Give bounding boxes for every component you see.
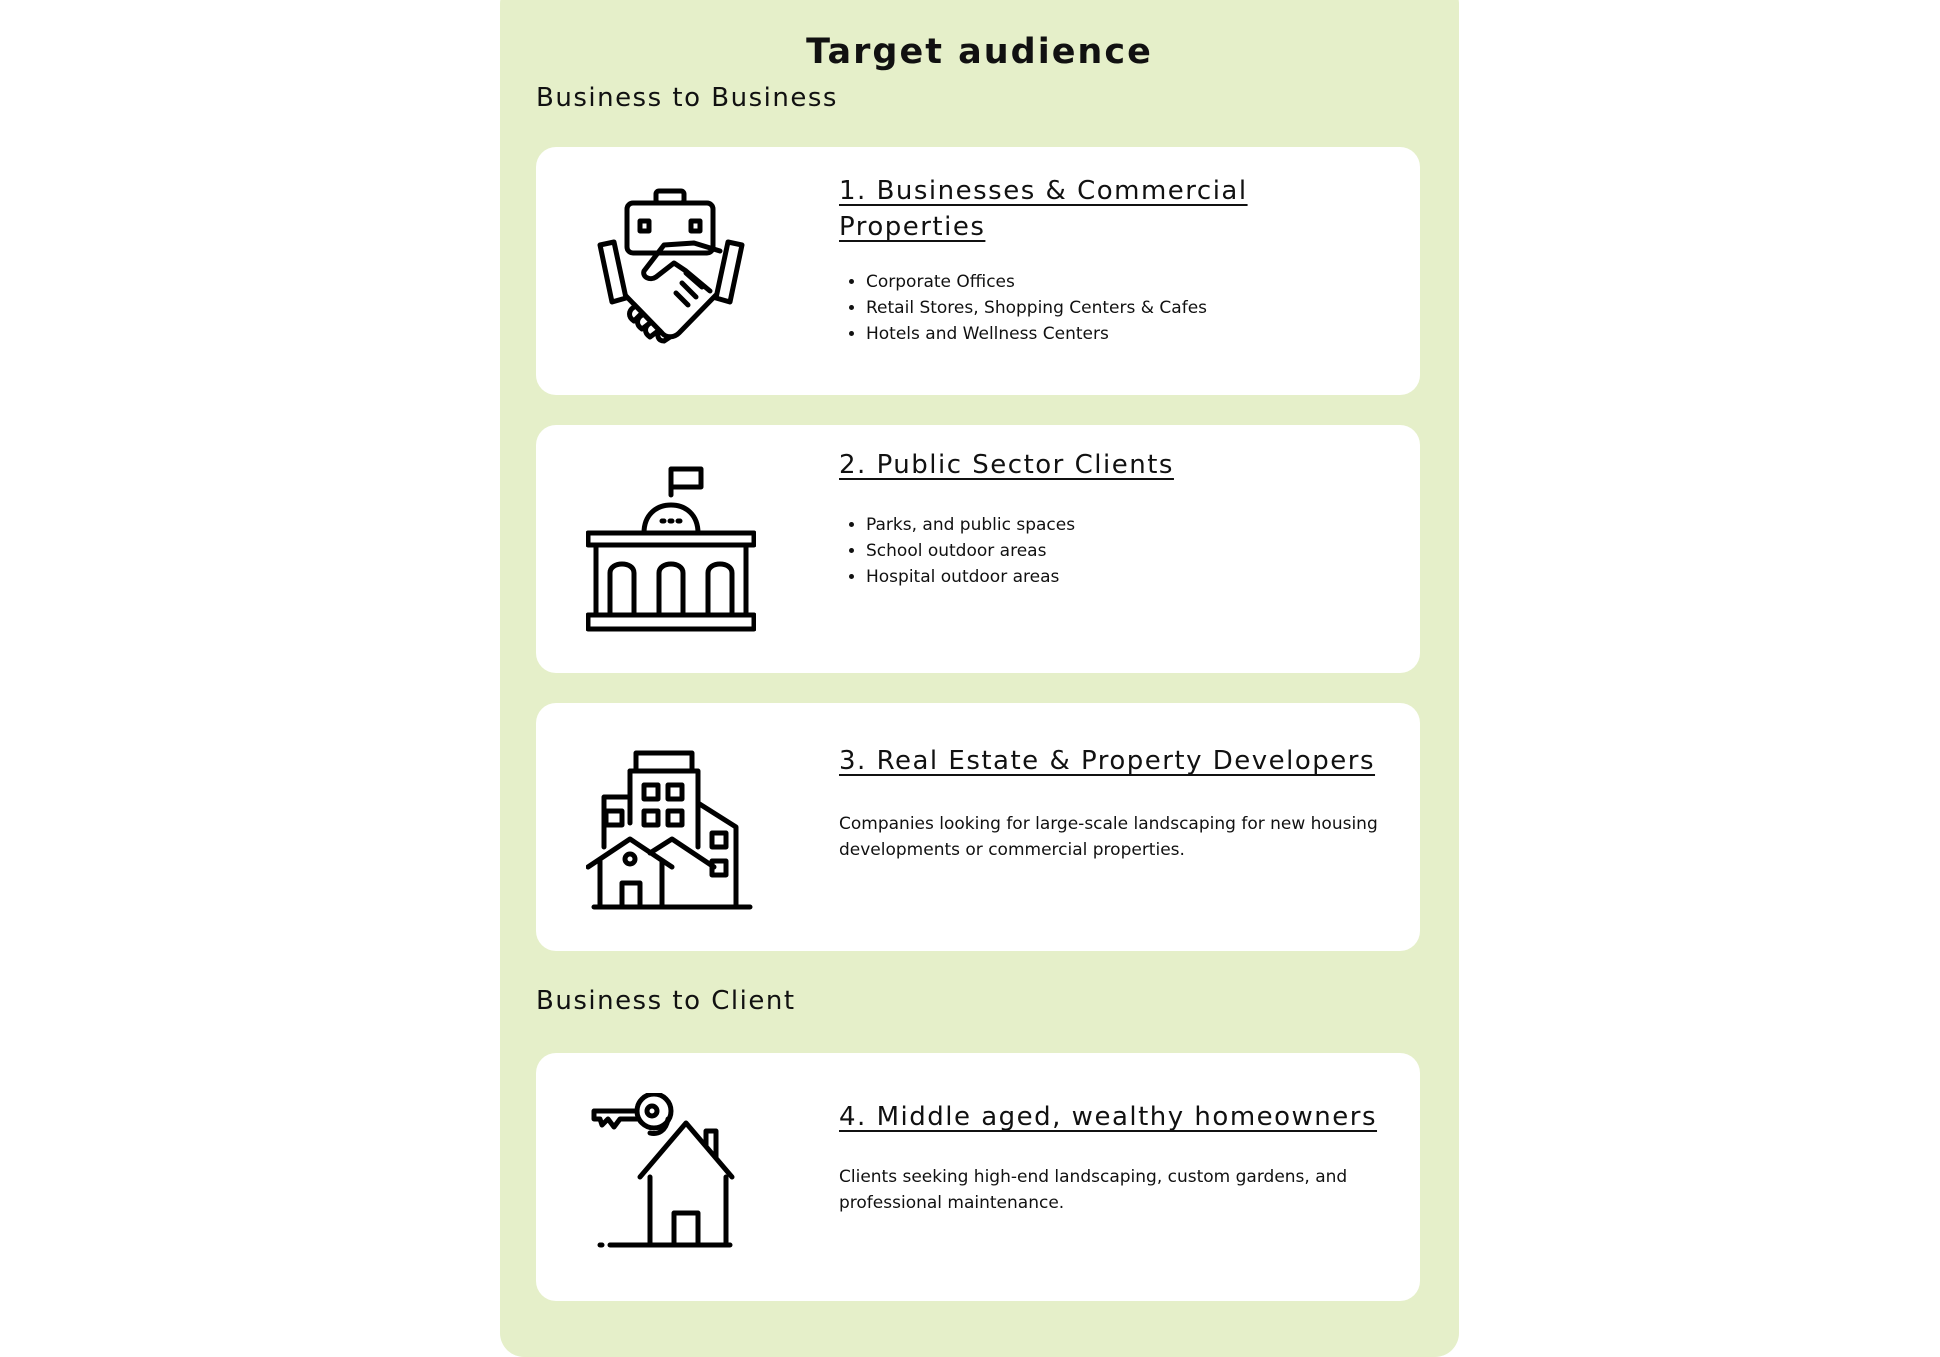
section-title-b2b: Business to Business: [536, 83, 838, 113]
card-title-real-estate[interactable]: 3. Real Estate & Property Developers: [839, 746, 1376, 776]
target-audience-panel: [500, 0, 1459, 1357]
section-title-b2c: Business to Client: [536, 986, 796, 1016]
list-item: • School outdoor areas: [866, 538, 1075, 564]
list-item: • Corporate Offices: [866, 269, 1207, 295]
list-item: • Parks, and public spaces: [866, 512, 1075, 538]
card-title-businesses[interactable]: 1. Businesses & Commercial Properties: [839, 176, 1248, 242]
list-item: • Hospital outdoor areas: [866, 564, 1075, 590]
card-description-homeowners: Clients seeking high-end landscaping, custom gardens, and professional maintenance.: [839, 1167, 1348, 1213]
audience-card-public-sector: [536, 425, 1420, 673]
card-list-businesses: [839, 269, 1207, 347]
list-item: • Hotels and Wellness Centers: [866, 321, 1207, 347]
list-item: • Retail Stores, Shopping Centers & Cafes: [866, 295, 1207, 321]
audience-card-businesses: [536, 147, 1420, 395]
card-list-public-sector: [839, 512, 1075, 590]
handshake-briefcase-icon: [586, 187, 756, 357]
card-title-public-sector[interactable]: 2. Public Sector Clients: [839, 450, 1174, 480]
house-key-icon: [586, 1093, 756, 1263]
card-title-homeowners[interactable]: 4. Middle aged, wealthy homeowners: [839, 1102, 1378, 1132]
audience-card-homeowners: [536, 1053, 1420, 1301]
government-building-icon: [586, 465, 756, 635]
card-description-real-estate: Companies looking for large-scale landscaping for new housing developments or commercial properties.: [839, 814, 1378, 860]
audience-card-real-estate: [536, 703, 1420, 951]
real-estate-buildings-icon: [586, 743, 756, 913]
page-title: Target audience: [806, 32, 1153, 72]
